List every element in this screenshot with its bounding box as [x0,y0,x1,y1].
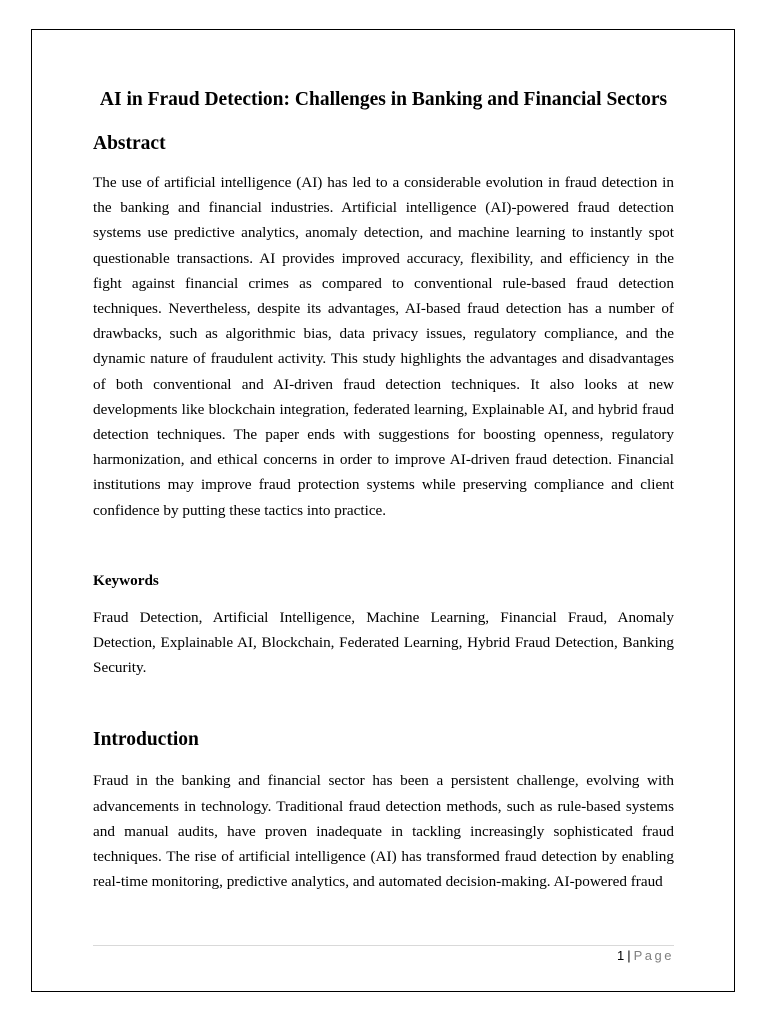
abstract-paragraph: The use of artificial intelligence (AI) has led to a considerable evolution in fraud detection in the banking and financial industries. Artificial intelligence (AI)-powered fraud detection systems use predictive analytics, anomaly detection, and machine learning to instantly spot questionable transactions. AI provides improved accuracy, flexibility, and efficiency in the fight against financial crimes as compared to conventional rule-based fraud detection techniques. Nevertheless, despite its advantages, AI-based fraud detection has a number of drawbacks, such as algorithmic bias, data privacy issues, regulatory compliance, and the dynamic nature of fraudulent activity. This study highlights the advantages and disadvantages of both conventional and AI-driven fraud detection techniques. It also looks at new developments like blockchain integration, federated learning, Explainable AI, and hybrid fraud detection techniques. The paper ends with suggestions for boosting openness, regulatory harmonization, and ethical concerns in order to improve AI-driven fraud detection. Financial institutions may improve fraud protection systems while preserving compliance and client confidence by putting these tactics into practice. [93,174,674,519]
page-label: Page [633,948,674,963]
page-footer [617,948,674,963]
keywords-heading: Keywords [93,571,159,589]
footer-divider [93,945,674,946]
abstract-heading: Abstract [93,133,166,154]
introduction-heading: Introduction [93,729,199,751]
page-separator: | [627,948,631,963]
document-body [93,84,674,894]
introduction-paragraph: Fraud in the banking and financial sector has been a persistent challenge, evolving with advancements in technology. Traditional fraud detection methods, such as rule-based systems and manual audits, have proven inadequate in tackling increasingly sophisticated fraud techniques. The rise of artificial intelligence (AI) has transformed fraud detection by enabling real-time monitoring, predictive analytics, and automated decision-making. AI-powered fraud [93,772,674,891]
page-number: 1 [617,948,625,963]
keywords-paragraph: Fraud Detection, Artificial Intelligence, Machine Learning, Financial Fraud, Anomaly Detection, Explainable AI, Blockchain, Federated Learning, Hybrid Fraud Detection, Banking Security. [93,608,674,677]
paper-title: AI in Fraud Detection: Challenges in Banking and Financial Sectors [99,89,668,110]
